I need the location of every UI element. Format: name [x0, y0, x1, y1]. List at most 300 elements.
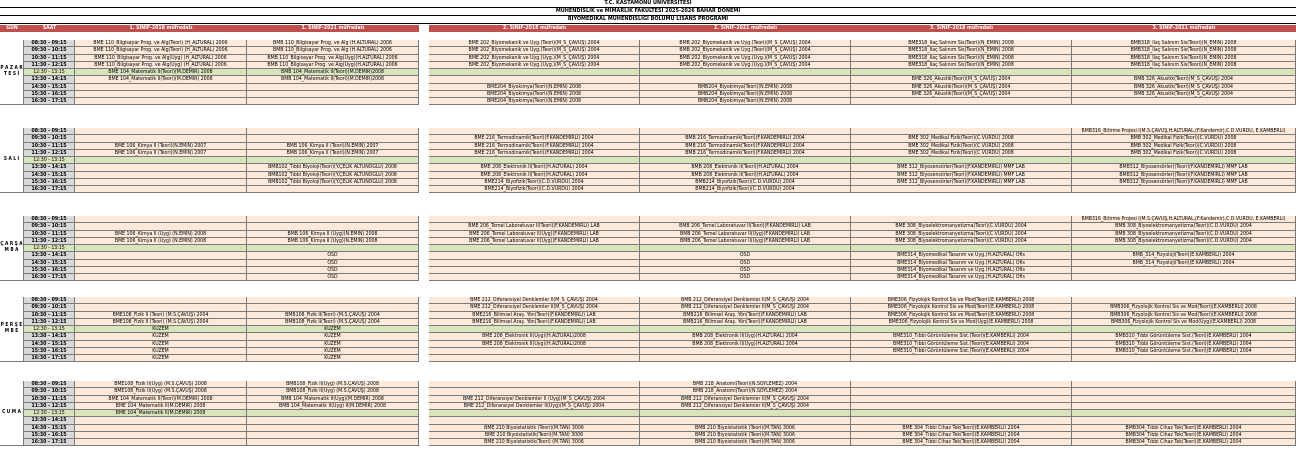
course-cell — [75, 186, 247, 193]
course-cell: BME 312_Biyosensörler(Teori)(F.KANDEMİRLİ) MMF LAB — [851, 164, 1072, 171]
course-cell: OSD — [640, 267, 851, 274]
course-cell: BME108_Fizik II(Uyg) (M.S.ÇAVUŞ) 2008 — [75, 388, 247, 395]
course-cell — [247, 157, 419, 164]
course-cell — [75, 425, 247, 432]
time-slot: 11:30 - 12:15 — [24, 150, 75, 157]
course-cell — [75, 91, 247, 98]
time-slot: 09:30 - 10:15 — [24, 304, 75, 311]
faculty-title: MÜHENDİSLİK ve MİMARLIK FAKÜLTESİ 2025-2026 BAHAR DÖNEMİ — [0, 8, 1296, 16]
course-cell: BME314_Biyomedikal Tasarım ve Uyg.(H.ALTURAL) Ofis — [851, 274, 1072, 281]
course-cell — [640, 326, 851, 333]
course-cell: BME 208_Elektronik II(Teori)(H.ALTURAL) 2004 — [429, 172, 640, 179]
course-cell: BME 110_Bilgisayar Prog. ve Alg(Uyg) (H_ALTURAL) 2006 — [75, 55, 247, 62]
course-cell — [640, 410, 851, 417]
course-cell: KUZEM — [247, 348, 419, 355]
course-cell: BME306_Fizyolojik Kontrol Sis ve Mod(Uyg)(E.KAMBERLİ) 2008 — [851, 319, 1072, 326]
course-cell: BMB108_Fizik II(Uyg) (M.S.ÇAVUŞ) 2008 — [247, 381, 419, 388]
course-cell — [640, 417, 851, 424]
time-slot: 16:30 - 17:15 — [24, 186, 75, 193]
course-cell — [75, 274, 247, 281]
course-cell: BMB 104_Matematik II(Uyg) II(M.DEMİR) 2008 — [247, 403, 419, 410]
course-cell: BME 206_Temel Laboratuvar II(Uyg)(F.KANDEMİRLİ) LAB — [429, 238, 640, 245]
course-cell — [75, 216, 247, 223]
course-cell: BMB108_Fizik II(Teori) (M.S.ÇAVUŞ) 2004 — [247, 319, 419, 326]
course-cell: BME 208_Elektronik II(Uyg)(H.ALTURAL)2008 — [429, 341, 640, 348]
course-cell: BMB306_Fizyolojik Kontrol Sis ve Mod(Teori)(E.KAMBERLİ) 2008 — [1072, 312, 1296, 319]
course-cell: BME108_Fizik II (Teori) (M.S.ÇAVUŞ) 2004 — [75, 319, 247, 326]
course-cell: BMB312_Biyosensörler((Teori)(F.KANDEMİRLİ) MMF LAB — [1072, 179, 1296, 186]
course-cell: BMB 202_Biyomekanik ve Uyg.(Uyg.)(M_S_ÇAVUŞ) 2004 — [640, 62, 851, 69]
course-cell — [640, 69, 851, 76]
course-cell: BME 312_Biyosensörler(Teori)(F.KANDEMİRLİ) MMF LAB — [851, 179, 1072, 186]
course-cell — [851, 157, 1072, 164]
course-cell: KUZEM — [247, 333, 419, 340]
course-cell: BME 104_Matematik II(M.DEMİR) 2008 — [75, 403, 247, 410]
course-cell — [851, 410, 1072, 417]
course-cell: BMB 210 Biyoistatistik (Teori)(M.TAN) 3006 — [640, 425, 851, 432]
course-cell: BME214_Biyofizik(Teori)(C.D.VURDU) 2004 — [429, 186, 640, 193]
course-cell — [247, 245, 419, 252]
course-cell — [75, 417, 247, 424]
course-cell: BME 106_Kimya II (Teori)(N.EMİN) 2007 — [75, 143, 247, 150]
time-slot: 11:30 - 12:15 — [24, 319, 75, 326]
column-header-3-2018: 3. SINIF-2018 müfredatı — [851, 25, 1072, 32]
course-cell — [247, 98, 419, 105]
course-cell: BMB 210 Biyoistatistik (Teori)(M.TAN) 3006 — [640, 432, 851, 439]
course-cell: BMB 110_Bilgisayar Prog. ve Alg(Uyg)(H.ALTURAL) 2006 — [247, 55, 419, 62]
course-cell — [429, 76, 640, 83]
course-cell: BME 304_Tıbbi Cihaz Tek(Teori)(E.KAMBERLİ) 2004 — [851, 425, 1072, 432]
course-cell — [851, 98, 1072, 105]
course-cell: BMB 208_Elektronik II(Uyg)(H.ALTURAL) 2004 — [640, 341, 851, 348]
course-cell: BME 216_Termodinamik(Teori)(F.KANDEMİRLİ) 2004 — [429, 143, 640, 150]
course-cell: BME310_Tıbbi Görüntüleme Sist.(Teori)(E.KAMBERLİ) 2004 — [851, 341, 1072, 348]
course-cell — [640, 76, 851, 83]
course-cell: BMB304_Tıbbi Cihaz Tek(Teori)(E.KAMBERLİ) 2004 — [1072, 439, 1296, 446]
time-slot: 13:30 - 14:15 — [24, 252, 75, 259]
course-cell: BME 326_Akustik(Teori)(M_S_ÇAVUŞ) 2004 — [851, 91, 1072, 98]
time-slot: 16:30 - 17:15 — [24, 439, 75, 446]
course-cell — [1072, 410, 1296, 417]
course-cell: BMB306_Fizyolojik Kontrol Sis ve Mod(Uyg)(E.KAMBERLİ) 2008 — [1072, 319, 1296, 326]
course-cell — [851, 69, 1072, 76]
course-cell — [75, 98, 247, 105]
course-cell — [1072, 98, 1296, 105]
course-cell: KUZEM — [247, 355, 419, 362]
course-cell — [75, 252, 247, 259]
course-cell — [429, 252, 640, 259]
course-cell: BME 208_Elektronik II(Uyg)(H.ALTURAL)2008 — [429, 333, 640, 340]
time-slot: 08:30 - 09:15 — [24, 381, 75, 388]
day-label: P A Z A R T E S İ — [0, 40, 24, 105]
course-cell: BMB304_Tıbbi Cihaz Tek(Teori)(E.KAMBERLİ) 2004 — [1072, 432, 1296, 439]
column-header-2-2021: 2. SINIF-2021 müfredatı — [640, 25, 851, 32]
column-header-1-2018: 1. SINIF-2018 müfredatı — [75, 25, 247, 32]
course-cell — [429, 260, 640, 267]
course-cell: BMB 216_Termodinamik(Teori)(F.KANDEMİRLİ) 2004 — [640, 143, 851, 150]
course-cell: KUZEM — [75, 333, 247, 340]
time-slot: 08:30 - 09:15 — [24, 128, 75, 135]
course-cell — [247, 439, 419, 446]
course-cell: BME 208_Elektronik II(Teori)(H.ALTURAL) 2004 — [429, 164, 640, 171]
time-slot: 08:30 - 09:15 — [24, 297, 75, 304]
course-cell: BMB 206_Temel Laboratuvar II(Uyg)(F.KANDEMİRLİ) LAB — [640, 238, 851, 245]
course-cell: BMB108_Fizik II(Uyg) (M.S.ÇAVUŞ) 2008 — [247, 388, 419, 395]
course-cell: BMB 110_Bilgisayar Prog. ve Alg(Uyg)(H.ALTURAL) 2006 — [247, 62, 419, 69]
course-cell — [429, 245, 640, 252]
time-slot: 13:30 - 14:15 — [24, 333, 75, 340]
course-cell — [247, 135, 419, 142]
course-cell — [247, 216, 419, 223]
course-cell — [1072, 326, 1296, 333]
course-cell — [429, 410, 640, 417]
course-cell: BME 326_Akustik(Teori)(M_S_ÇAVUŞ) 2004 — [851, 84, 1072, 91]
course-cell: BME 216_Termodinamik(Teori)(F.KANDEMİRLİ) 2004 — [429, 150, 640, 157]
course-cell — [851, 245, 1072, 252]
course-cell: BME 212_Diferansiyel Denklemler II(M_S_ÇAVUŞ) 2004 — [429, 304, 640, 311]
course-cell — [247, 432, 419, 439]
course-cell — [247, 425, 419, 432]
course-cell: BMB 208_Elektronik II(Teori)(H.ALTURAL) 2004 — [640, 164, 851, 171]
column-header-2-2018: 2. SINIF-2018 müfredatı — [429, 25, 640, 32]
course-cell: BMB310_Tıbbi Görüntüleme Sist.(Teori)(E.KAMBERLİ) 2004 — [1072, 341, 1296, 348]
course-cell: BMB 308_Biyoelektromanyetizma(Teori)(C.D.VURDU) 2004 — [1072, 231, 1296, 238]
course-cell — [1072, 157, 1296, 164]
column-header-3-2021: 3. SINIF-2021 müfredatı — [1072, 25, 1296, 32]
course-cell: BMB 326_Akustik(Teori)(M_S_ÇAVUŞ) 2004 — [1072, 84, 1296, 91]
course-cell: BME 304_Tıbbi Cihaz Tek(Teori)(E.KAMBERLİ) 2004 — [851, 439, 1072, 446]
course-cell — [247, 91, 419, 98]
course-cell: BMB 326_Akustik(Teori)(M_S_ÇAVUŞ) 2004 — [1072, 91, 1296, 98]
time-slot: 15:30 - 16:15 — [24, 432, 75, 439]
course-cell: BMB108_Fizik II(Teori) (M.S.ÇAVUŞ) 2004 — [247, 312, 419, 319]
course-cell: BME108_Fizik II (Teori) (M.S.ÇAVUŞ) 2004 — [75, 312, 247, 319]
course-cell: KUZEM — [75, 341, 247, 348]
course-cell: BME 206_Temel Laboratuvar II(Uyg)(F.KANDEMİRLİ) LAB — [429, 231, 640, 238]
course-cell: BMB 104_Matematik II(Uyg)(M.DEMİR) 2008 — [247, 396, 419, 403]
course-cell: BME306_Fizyolojik Kontrol Sis ve Mod(Teori)(E.KAMBERLİ) 2008 — [851, 312, 1072, 319]
time-slot: 13:30 - 14:15 — [24, 164, 75, 171]
course-cell: BMB102_Tıbbi Biyoloji(Teori)(Y.ÇELİK ALTUNOĞLU) 2008 — [247, 179, 419, 186]
course-cell — [429, 157, 640, 164]
course-cell: OSD — [640, 274, 851, 281]
course-cell: BMB 212_Diferansiyel Denklemler II(M_S_ÇAVUŞ) 2004 — [640, 403, 851, 410]
course-cell — [429, 388, 640, 395]
course-cell: OSD — [640, 260, 851, 267]
course-cell — [1072, 186, 1296, 193]
course-cell — [1072, 417, 1296, 424]
course-cell: BMB 212_Diferansiyel Denklemler II(M_S_ÇAVUŞ) 2004 — [640, 304, 851, 311]
course-cell: BMB318_İlaç Salınım Sis(Teori)(N_EMİN) 2008 — [1072, 47, 1296, 54]
time-slot: 10:30 - 11:15 — [24, 55, 75, 62]
time-slot: 09:30 - 10:15 — [24, 135, 75, 142]
time-slot: 12:30 - 13:15 — [24, 157, 75, 164]
course-cell: BMB 212_Diferansiyel Denklemler II(M_S_ÇAVUŞ) 2004 — [640, 297, 851, 304]
time-slot: 09:30 - 10:15 — [24, 388, 75, 395]
course-cell — [851, 216, 1072, 223]
course-cell — [429, 274, 640, 281]
course-cell: BMB304_Tıbbi Cihaz Tek(Teori)(E.KAMBERLİ) 2004 — [1072, 425, 1296, 432]
course-cell: BME 110_Bilgisayar Prog. ve Alg(Teori) (H_ALTURAL) 2006 — [75, 40, 247, 47]
course-cell — [851, 381, 1072, 388]
time-slot: 10:30 - 11:15 — [24, 143, 75, 150]
course-cell: BMB214_Biyofizik(Teori)(C.D.VURDU) 2004 — [640, 179, 851, 186]
course-cell — [640, 348, 851, 355]
course-cell — [247, 297, 419, 304]
course-cell: BME 304_Tıbbi Cihaz Tek(Teori)(E.KAMBERLİ) 2004 — [851, 432, 1072, 439]
time-slot: 12:30 - 13:15 — [24, 245, 75, 252]
course-cell — [75, 260, 247, 267]
day-label: C U M A — [0, 381, 24, 446]
course-cell: BMB318_İlaç Salınım Sis(Teori)(N_EMİN) 2008 — [1072, 62, 1296, 69]
course-cell: BME 212_Diferansiyel Denklemler II(Uyg)(M_S_ÇAVUŞ) 2004 — [429, 403, 640, 410]
course-cell — [1072, 355, 1296, 362]
course-cell: BMB204_Biyokimya(Teori)(N.EMİN) 2008 — [640, 98, 851, 105]
time-slot: 16:30 - 17:15 — [24, 355, 75, 362]
course-cell — [1072, 381, 1296, 388]
course-cell: BMB 302_Medikal Fizik(Teori)(C.VURDU) 2008 — [1072, 135, 1296, 142]
course-cell: BMB216_Bilimsel Araş. Yön(Teori)(F.KANDEMİRLİ) LAB — [640, 319, 851, 326]
course-cell: BME314_Biyomedikal Tasarım ve Uyg.(H.ALTURAL) Ofis — [851, 260, 1072, 267]
course-cell: BMB 104_Matematik II(Teori)(M.DEMİR)2008 — [247, 69, 419, 76]
course-cell — [75, 172, 247, 179]
course-cell: BME216_Bilimsel Araş. Yön(Teori)(F.KANDEMİRLİ) LAB — [429, 319, 640, 326]
course-cell — [851, 417, 1072, 424]
course-cell: BMB214_Biyofizik(Teori)(C.D.VURDU) 2004 — [640, 186, 851, 193]
course-cell — [851, 355, 1072, 362]
time-slot: 14:30 - 15:15 — [24, 425, 75, 432]
course-cell: BME 308_Biyoelektromanyetizma(Teori)(C.VURDU) 2004 — [851, 223, 1072, 230]
course-cell: BMB 210 Biyoistatistik (Teori)(M.TAN) 3006 — [640, 439, 851, 446]
course-cell: OSD — [640, 252, 851, 259]
course-cell: BME314_Biyomedikal Tasarım ve Uyg.(H.ALTURAL) Ofis — [851, 267, 1072, 274]
course-cell: BMB 308_Biyoelektromanyetizma(Teori)(C.D.VURDU) 2004 — [1072, 223, 1296, 230]
course-cell — [851, 388, 1072, 395]
time-slot: 14:30 - 15:15 — [24, 172, 75, 179]
course-cell: BME 202_Biyomekanik ve Uyg.(Uyg.)(M_S_ÇAVUŞ) 2004 — [429, 55, 640, 62]
course-cell — [851, 186, 1072, 193]
course-cell: BMB316_Bitirme Projesi I(M.S.ÇAVUŞ,H.ALTURAL,(F.Kandemir),C.D.VURDU, E.KAMBERLİ) — [1072, 216, 1296, 223]
course-cell: BME318_İlaç Salınım Sis(Teori)(N_EMİN) 2008 — [851, 62, 1072, 69]
course-cell: BMB310_Tıbbi Görüntüleme Sist.(Teori)(E.KAMBERLİ) 2004 — [1072, 348, 1296, 355]
course-cell: BMB 208_Elektronik II(Uyg)(H.ALTURAL) 2004 — [640, 333, 851, 340]
course-cell — [247, 223, 419, 230]
course-cell — [75, 267, 247, 274]
course-cell: BMB 104_Matematik II(Teori)(M.DEMİR)2008 — [247, 76, 419, 83]
course-cell: BME310_Tıbbi Görüntüleme Sist.(Teori)(E.KAMBERLİ) 2004 — [851, 348, 1072, 355]
course-cell: BME204_Biyokimya(Teori)(N.EMİN) 2008 — [429, 98, 640, 105]
time-slot: 15:30 - 16:15 — [24, 348, 75, 355]
course-cell: BMB216_Bilimsel Araş. Yön(Teori)(F.KANDEMİRLİ) LAB — [640, 312, 851, 319]
course-cell: BME 302_Medikal Fizik(Teori)(C.VURDU) 2008 — [851, 143, 1072, 150]
course-cell: BMB310_Tıbbi Görüntüleme Sist.(Teori)(E.KAMBERLİ) 2004 — [1072, 333, 1296, 340]
course-cell: BME 106_Kimya II (Teori)(N.EMİN) 2007 — [75, 150, 247, 157]
course-cell: BMB 218_Anatomi(Teori)(N.SÖYLEMEZ) 2004 — [640, 381, 851, 388]
time-slot: 10:30 - 11:15 — [24, 396, 75, 403]
time-slot: 16:30 - 17:15 — [24, 98, 75, 105]
course-cell: BME216_Bilimsel Araş. Yön(Teori)(F.KANDEMİRLİ) LAB — [429, 312, 640, 319]
time-slot: 15:30 - 16:15 — [24, 179, 75, 186]
course-cell: BME310_Tıbbi Görüntüleme Sist.(Teori)(E.KAMBERLİ) 2004 — [851, 333, 1072, 340]
course-cell — [640, 245, 851, 252]
course-cell: BMB318_İlaç Salınım Sis(Teori)(N_EMİN) 2008 — [1072, 55, 1296, 62]
time-slot: 14:30 - 15:15 — [24, 260, 75, 267]
course-cell: BME 308_Biyoelektromanyetizma(Teori)(C.VURDU) 2004 — [851, 231, 1072, 238]
course-cell — [247, 410, 419, 417]
course-cell: BME 210 Biyoistatistik (Teori)(M.TAN) 3006 — [429, 425, 640, 432]
time-slot: 11:30 - 12:15 — [24, 403, 75, 410]
course-cell: KUZEM — [247, 341, 419, 348]
course-cell — [429, 216, 640, 223]
time-slot: 13:30 - 14:15 — [24, 76, 75, 83]
course-cell — [75, 432, 247, 439]
course-cell: BMB 202_Biyomekanik ve Uyg.(Uyg.)(M_S_ÇAVUŞ) 2004 — [640, 55, 851, 62]
time-slot: 12:30 - 13:15 — [24, 69, 75, 76]
course-cell — [75, 439, 247, 446]
column-header-time: SAAT — [24, 25, 75, 32]
course-cell — [75, 223, 247, 230]
course-cell: KUZEM — [75, 355, 247, 362]
course-cell: BMB 106_Kimya II (Teori)(N.EMİN) 2007 — [247, 150, 419, 157]
course-cell: BME 104_Matematik II(M.DEMİR) 2008 — [75, 410, 247, 417]
course-cell — [75, 164, 247, 171]
program-title: BİYOMEDİKAL MÜHENDİSLİĞİ BÖLÜMÜ LİSANS PROGRAMI — [0, 16, 1296, 24]
course-cell: BMB318_İlaç Salınım Sis(Teori)(N_EMİN) 2008 — [1072, 40, 1296, 47]
course-cell: BME314_Biyomedikal Tasarım ve Uyg.(H.ALTURAL) Ofis — [851, 252, 1072, 259]
course-cell: BMB102_Tıbbi Biyoloji(Teori)(Y.ÇELİK ALTUNOĞLU) 2008 — [247, 172, 419, 179]
course-cell: BME318_İlaç Salınım Sis(Teori)(N_EMİN) 2008 — [851, 55, 1072, 62]
course-cell — [75, 245, 247, 252]
course-cell — [247, 186, 419, 193]
course-cell: BME 104_Matematik II(Teori)(M.DEMİR) 2008 — [75, 396, 247, 403]
course-cell: BMB 308_Biyoelektromanyetizma(Teori)(C.D.VURDU) 2004 — [1072, 238, 1296, 245]
course-cell — [1072, 396, 1296, 403]
time-slot: 08:30 - 09:15 — [24, 40, 75, 47]
course-cell: BMB 302_Medikal Fizik(Teori)(C.VURDU) 2008 — [1072, 150, 1296, 157]
course-cell: BME 210 Biyoistatistik(Teori)(M.TAN) 3006 — [429, 432, 640, 439]
course-cell: BME108_Fizik II(Uyg) (M.S.ÇAVUŞ) 2008 — [75, 381, 247, 388]
time-slot: 13:30 - 14:15 — [24, 417, 75, 424]
course-cell: BME 106_Kimya II (Uyg) (N.EMİN) 2008 — [75, 238, 247, 245]
time-slot: 09:30 - 10:15 — [24, 223, 75, 230]
time-slot: 12:30 - 13:15 — [24, 410, 75, 417]
course-cell: BME 308_Biyoelektromanyetizma(Teori)(C.VURDU) 2004 — [851, 238, 1072, 245]
time-slot: 12:30 - 13:15 — [24, 326, 75, 333]
course-cell: BME 202_Biyomekanik ve Uyg.(Teori)(M_S_ÇAVUŞ) 2004 — [429, 40, 640, 47]
course-cell: BME 216_Termodinamik(Teori)(F.KANDEMİRLİ) 2004 — [429, 135, 640, 142]
column-header-day: GÜN — [0, 25, 24, 32]
time-slot: 14:30 - 15:15 — [24, 84, 75, 91]
course-cell: BMB 216_Termodinamik(Teori)(F.KANDEMİRLİ) 2004 — [640, 150, 851, 157]
course-cell — [429, 128, 640, 135]
day-label: Ç A R Ş A M B A — [0, 216, 24, 281]
course-cell — [75, 179, 247, 186]
time-slot: 11:30 - 12:15 — [24, 62, 75, 69]
course-cell: BMB 302_Medikal Fizik(Teori)(C.VURDU) 2008 — [1072, 143, 1296, 150]
time-slot: 15:30 - 16:15 — [24, 267, 75, 274]
course-cell: BME306_Fizyolojik Kontrol Sis ve Mod(Teori)(E.KAMBERLİ) 2008 — [851, 297, 1072, 304]
column-header-1-2021: 1. SINIF-2021 müfredatı — [247, 25, 419, 32]
course-cell — [429, 381, 640, 388]
course-cell: BMB316_Bitirme Projesi I(M.S.ÇAVUŞ,H.ALTURAL,(F.Kandemir),C.D.VURDU, E.KAMBERLİ) — [1072, 128, 1296, 135]
course-cell: BMB 218_Anatomi(Teori)(N.SÖYLEMEZ) 2004 — [640, 388, 851, 395]
course-cell: BMB312_Biyosensörler((Teori)(F.KANDEMİRLİ) MMF LAB — [1072, 164, 1296, 171]
course-cell: BME204_Biyokimya(Teori)(N.EMİN) 2008 — [429, 84, 640, 91]
course-cell: BME 202_Biyomekanik ve Uyg.(Uyg.)(M_S_ÇAVUŞ) 2004 — [429, 62, 640, 69]
time-slot: 11:30 - 12:15 — [24, 238, 75, 245]
time-slot: 08:30 - 09:15 — [24, 216, 75, 223]
course-cell — [1072, 245, 1296, 252]
course-cell: BME318_İlaç Salınım Sis(Teori)(N_EMİN) 2008 — [851, 40, 1072, 47]
course-cell — [75, 297, 247, 304]
time-slot: 10:30 - 11:15 — [24, 312, 75, 319]
course-cell: BMB 206_Temel Laboratuvar II(Teori)(F.KANDEMİRLİ) LAB — [640, 223, 851, 230]
course-cell — [429, 69, 640, 76]
course-cell: BME 326_Akustik(Teori)(M_S_ÇAVUŞ) 2004 — [851, 76, 1072, 83]
course-cell: BMB204_Biyokimya(Teori)(N.EMİN) 2008 — [640, 84, 851, 91]
university-title: T.C. KASTAMONU ÜNİVERSİTESİ — [0, 0, 1296, 8]
course-cell — [429, 417, 640, 424]
course-cell: BME 302_Medikal Fizik(Teori)(C.VURDU) 2008 — [851, 150, 1072, 157]
course-cell — [640, 355, 851, 362]
time-slot: 09:30 - 10:15 — [24, 47, 75, 54]
course-cell: BME 212_Diferansiyel Denklemler II(M_S_ÇAVUŞ) 2004 — [429, 297, 640, 304]
course-cell: KUZEM — [247, 326, 419, 333]
course-cell — [75, 157, 247, 164]
course-cell — [1072, 69, 1296, 76]
time-slot: 16:30 - 17:15 — [24, 274, 75, 281]
course-cell: BME 312_Biyosensörler(Teori)(F.KANDEMİRLİ) MMF LAB — [851, 172, 1072, 179]
course-cell — [247, 417, 419, 424]
course-cell: BMB 110_Bilgisayar Prog. ve Alg (H.ALTURAL) 2006 — [247, 40, 419, 47]
day-label: S A L I — [0, 128, 24, 193]
course-cell: BME 104_Matematik II(Teori)(M.DEMİR) 2008 — [75, 76, 247, 83]
course-cell — [1072, 297, 1296, 304]
course-cell — [1072, 403, 1296, 410]
course-cell: BMB306_Fizyolojik Kontrol Sis ve Mod(Teori)(E.KAMBERLİ) 2008 — [1072, 304, 1296, 311]
course-cell: BMB 110_Bilgisayar Prog. ve Alg (H.ALTURAL) 2006 — [247, 47, 419, 54]
course-cell — [247, 84, 419, 91]
course-cell: OSD — [247, 274, 419, 281]
course-cell: BMB 326_Akustik(Teori)(M_S_ÇAVUŞ) 2004 — [1072, 76, 1296, 83]
course-cell: BME318_İlaç Salınım Sis(Teori)(N_EMİN) 2008 — [851, 47, 1072, 54]
course-cell: BME 206_Temel Laboratuvar II(Teori)(F.KANDEMİRLİ) LAB — [429, 223, 640, 230]
day-label: P E R Ş E M B E — [0, 297, 24, 362]
course-cell — [429, 267, 640, 274]
course-cell: BMB102_Tıbbi Biyoloji(Teori)(Y.ÇELİK ALTUNOĞLU) 2008 — [247, 164, 419, 171]
course-cell — [640, 128, 851, 135]
course-cell: BMB 202_Biyomekanik ve Uyg.(Teori)(M_S_ÇAVUŞ) 2004 — [640, 40, 851, 47]
course-cell — [1072, 274, 1296, 281]
course-cell: BME 110_Bilgisayar Prog. ve Alg(Uyg) (H_ALTURAL) 2006 — [75, 62, 247, 69]
course-cell — [247, 304, 419, 311]
course-cell: BMB312_Biyosensörler((Teori)(F.KANDEMİRLİ) MMF LAB — [1072, 172, 1296, 179]
course-cell — [640, 157, 851, 164]
course-cell — [429, 355, 640, 362]
course-cell: OSD — [247, 267, 419, 274]
course-cell — [851, 128, 1072, 135]
course-cell: BME 202_Biyomekanik ve Uyg.(Teori)(M_S_ÇAVUŞ) 2004 — [429, 47, 640, 54]
course-cell: KUZEM — [75, 348, 247, 355]
course-cell: BMB 106_Kimya II (Teori)(N.EMİN) 2007 — [247, 143, 419, 150]
course-cell — [247, 128, 419, 135]
course-cell — [429, 326, 640, 333]
course-cell: BME204_Biyokimya(Teori)(N.EMİN) 2008 — [429, 91, 640, 98]
course-cell — [851, 326, 1072, 333]
course-cell: BME 302_Medikal Fizik(Teori)(C.VURDU) 2008 — [851, 135, 1072, 142]
course-cell — [75, 304, 247, 311]
course-cell: OSD — [247, 260, 419, 267]
